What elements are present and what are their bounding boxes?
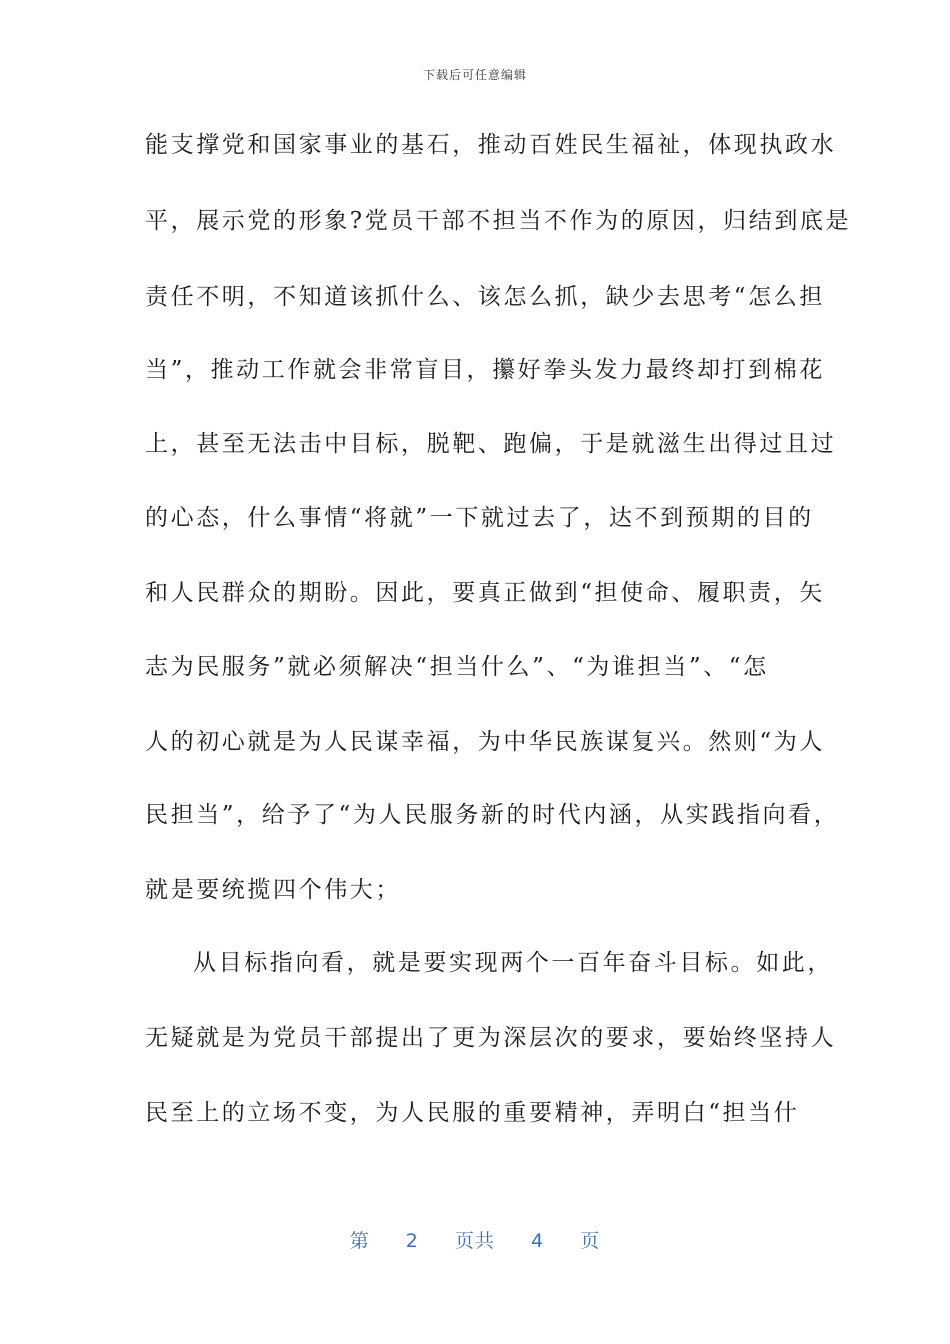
paragraph-first-line: 从目标指向看，就是要实现两个一百年奋斗目标。如此， <box>193 950 833 976</box>
text-line: 人的初心就是为人民谋幸福，为中华民族谋复兴。然则“为人 <box>145 729 825 755</box>
text-line: 上，甚至无法击中目标，脱靶、跑偏，于是就滋生出得过且过 <box>145 431 837 457</box>
header-note: 下载后可任意编辑 <box>422 68 527 82</box>
footer-total-pages: 4 <box>531 1230 545 1252</box>
page-footer <box>0 1226 950 1253</box>
footer-suffix: 页 <box>580 1230 601 1252</box>
text-line: 无疑就是为党员干部提出了更为深层次的要求，要始终坚持人 <box>145 1025 837 1051</box>
text-line: 志为民服务”就必须解决“担当什么”、“为谁担当”、“怎 <box>145 654 769 680</box>
text-line: 民至上的立场不变，为人民服的重要精神，弄明白“担当什 <box>145 1100 800 1126</box>
text-line: 和人民群众的期盼。因此，要真正做到“担使命、履职责，矢 <box>145 580 825 606</box>
text-line: 能支撑党和国家事业的基石，推动百姓民生福祉，体现执政水 <box>145 132 837 158</box>
text-line: 责任不明，不知道该抓什么、该怎么抓，缺少去思考“怎么担 <box>145 284 825 310</box>
footer-page-number: 2 <box>405 1230 419 1252</box>
footer-prefix: 第 <box>349 1230 370 1252</box>
text-line: 的心态，什么事情“将就”一下就过去了，达不到预期的目的 <box>145 505 814 531</box>
text-line: 当”，推动工作就会非常盲目，攥好拳头发力最终却打到棉花 <box>145 357 825 383</box>
text-line: 民担当”，给予了“为人民服务新的时代内涵，从实践指向看， <box>145 802 840 828</box>
text-line: 平，展示党的形象?党员干部不担当不作为的原因，归结到底是 <box>145 208 852 234</box>
footer-middle: 页共 <box>454 1230 495 1252</box>
text-line: 就是要统揽四个伟大； <box>145 877 401 903</box>
